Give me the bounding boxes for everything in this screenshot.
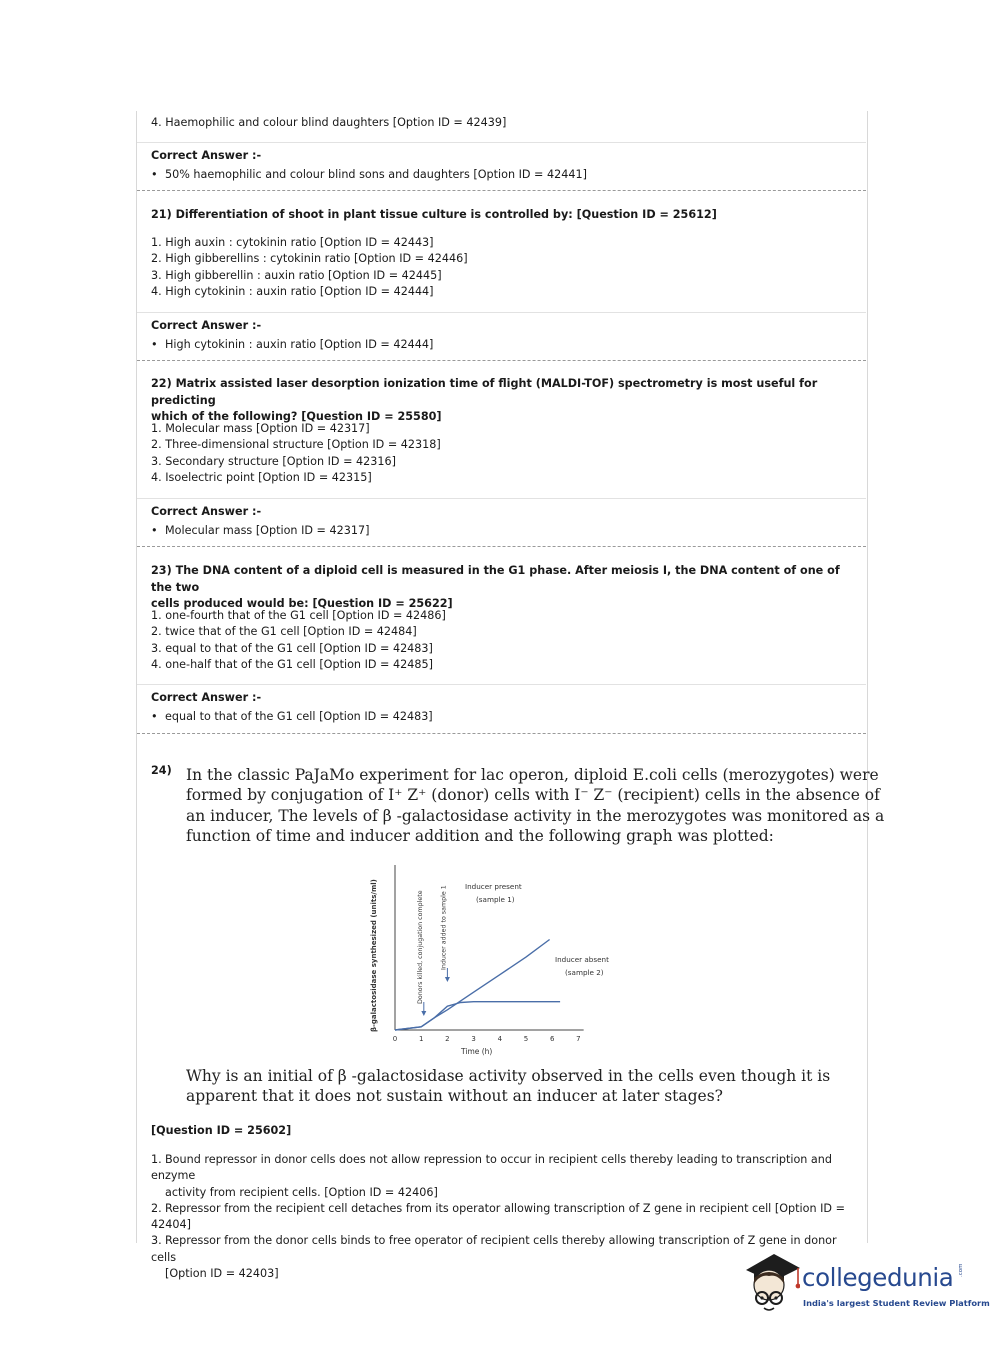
- q20-correct-text: 50% haemophilic and colour blind sons and daughters [Option ID = 42441]: [165, 168, 587, 181]
- x-tick-label: 6: [549, 1035, 555, 1043]
- q24-stem: [186, 765, 884, 846]
- q21-correct-label: Correct Answer :-: [151, 319, 262, 332]
- q22-option: 1. Molecular mass [Option ID = 42317]: [151, 422, 370, 435]
- q21-option: 2. High gibberellins : cytokinin ratio [Option ID = 42446]: [151, 252, 468, 266]
- x-tick-label: 7: [576, 1035, 581, 1043]
- q23-title-line: 23) The DNA content of a diploid cell is measured in the G1 phase. After meiosis I, the DNA content of one of the two: [151, 564, 840, 594]
- q20-correct-answer: • 50% haemophilic and colour blind sons and daughters [Option ID = 42441]: [151, 168, 587, 181]
- y-axis-label: β-galactosidase synthesized (units/ml): [370, 879, 378, 1032]
- series-label: Inducer absent: [555, 955, 609, 964]
- series-inducer-absent-line: [395, 1002, 560, 1030]
- q21-options: [151, 235, 851, 300]
- q22-title: [151, 376, 856, 426]
- option-text-cont: [Option ID = 42403]: [165, 1267, 279, 1281]
- q22-option: 2. Three-dimensional structure [Option ID = 42318]: [151, 438, 441, 452]
- brand-suffix: .com: [958, 1263, 964, 1277]
- option-text-cont: activity from recipient cells. [Option ID = 42406]: [165, 1185, 438, 1199]
- divider: [137, 498, 866, 499]
- divider: [137, 312, 866, 313]
- q24-question-line: Why is an initial of β -galactosidase activity observed in the cells even though it is: [186, 1067, 831, 1085]
- q22-option: 4. Isoelectric point [Option ID = 42315]: [151, 470, 372, 484]
- pajamo-graph: [360, 860, 610, 1060]
- q24-question-line: apparent that it does not sustain without an inducer at later stages?: [186, 1087, 723, 1106]
- q22-options: [151, 421, 851, 486]
- series-label: (sample 2): [565, 968, 604, 977]
- q21-correct-answer: • High cytokinin : auxin ratio [Option ID = 42444]: [151, 338, 434, 351]
- option-text: Repressor from the recipient cell detaches from its operator allowing transcription of Z gene in recipient cell [Option ID = 42404]: [151, 1201, 845, 1232]
- x-tick-label: 5: [523, 1035, 529, 1043]
- q20-option-4: 4. Haemophilic and colour blind daughters [Option ID = 42439]: [151, 116, 507, 129]
- q23-option: 4. one-half that of the G1 cell [Option ID = 42485]: [151, 657, 433, 671]
- annotation-arrow-head: [445, 977, 450, 982]
- q24-stem-line: formed by conjugation of I⁺ Z⁺ (donor) cells with I⁻ Z⁻ (recipient) cells in the absence of: [186, 786, 880, 805]
- q23-option: 2. twice that of the G1 cell [Option ID = 42484]: [151, 625, 417, 639]
- q20-correct-label: Correct Answer :-: [151, 149, 262, 162]
- q22-title-line: 22) Matrix assisted laser desorption ionization time of flight (MALDI-TOF) spectrometry is most useful for predicting: [151, 377, 818, 407]
- q21-title: 21) Differentiation of shoot in plant tissue culture is controlled by: [Question ID = 25612]: [151, 208, 717, 221]
- brand-tagline: India's largest Student Review Platform: [803, 1298, 990, 1308]
- brand-name: collegedunia: [802, 1263, 954, 1292]
- q21-option: 3. High gibberellin : auxin ratio [Option ID = 42445]: [151, 268, 442, 282]
- q21-option: 4. High cytokinin : auxin ratio [Option ID = 42444]: [151, 284, 434, 298]
- question-separator: [137, 733, 866, 734]
- x-tick-label: 2: [445, 1035, 450, 1043]
- option-text: Repressor from the donor cells binds to free operator of recipient cells thereby allowing transcription of Z gene in donor cells: [151, 1234, 837, 1264]
- x-tick-label: 1: [418, 1035, 424, 1043]
- divider: [137, 142, 866, 143]
- q24-number: 24): [151, 764, 172, 777]
- q21-correct-text: High cytokinin : auxin ratio [Option ID = 42444]: [165, 338, 434, 351]
- question-separator: [137, 190, 866, 191]
- annotation-label: Inducer added to sample 1: [440, 885, 448, 970]
- q24-option-1: [151, 1152, 851, 1185]
- q23-correct-label: Correct Answer :-: [151, 691, 262, 704]
- annotation-label: Donors killed, conjugation complete: [416, 890, 424, 1004]
- q23-options: [151, 608, 851, 673]
- series-label: Inducer present: [465, 882, 522, 891]
- q23-title: [151, 563, 856, 613]
- option-number: 3.: [151, 1234, 162, 1248]
- question-separator: [137, 546, 866, 547]
- x-tick-label: 0: [392, 1035, 398, 1043]
- q23-option: 1. one-fourth that of the G1 cell [Option ID = 42486]: [151, 609, 446, 622]
- q23-correct-text: equal to that of the G1 cell [Option ID = 42483]: [165, 710, 433, 723]
- mascot-logo-icon: [740, 1250, 800, 1316]
- q23-correct-answer: • equal to that of the G1 cell [Option ID = 42483]: [151, 710, 433, 723]
- q22-correct-text: Molecular mass [Option ID = 42317]: [165, 524, 370, 537]
- option-number: 1.: [151, 1153, 162, 1166]
- annotation-arrow-head: [421, 1011, 426, 1016]
- q21-option: 1. High auxin : cytokinin ratio [Option ID = 42443]: [151, 236, 434, 249]
- q23-title-line: cells produced would be: [Question ID = 25622]: [151, 597, 453, 610]
- x-tick-label: 3: [471, 1035, 476, 1043]
- q24-option-2: [151, 1201, 851, 1234]
- x-axis-label: Time (h): [461, 1047, 493, 1056]
- q24-stem-line: an inducer, The levels of β -galactosidase activity in the merozygotes was monitored as a: [186, 806, 885, 825]
- divider: [137, 684, 866, 685]
- x-tick-label: 4: [497, 1035, 503, 1043]
- q23-option: 3. equal to that of the G1 cell [Option ID = 42483]: [151, 641, 433, 655]
- q22-title-line: which of the following? [Question ID = 25580]: [151, 410, 442, 423]
- q24-qid: [Question ID = 25602]: [151, 1124, 292, 1137]
- option-number: 2.: [151, 1201, 162, 1215]
- question-separator: [137, 360, 866, 361]
- q22-option: 3. Secondary structure [Option ID = 42316]: [151, 454, 396, 468]
- q22-correct-label: Correct Answer :-: [151, 505, 262, 518]
- q24-question: [186, 1066, 830, 1107]
- series-label: (sample 1): [476, 895, 515, 904]
- q22-correct-answer: • Molecular mass [Option ID = 42317]: [151, 524, 370, 537]
- option-text: Bound repressor in donor cells does not allow repression to occur in recipient cells thereby leading to transcription and enzyme: [151, 1153, 832, 1183]
- q24-stem-line: In the classic PaJaMo experiment for lac operon, diploid E.coli cells (merozygotes) were: [186, 766, 879, 784]
- q24-stem-line: function of time and inducer addition and the following graph was plotted:: [186, 826, 774, 845]
